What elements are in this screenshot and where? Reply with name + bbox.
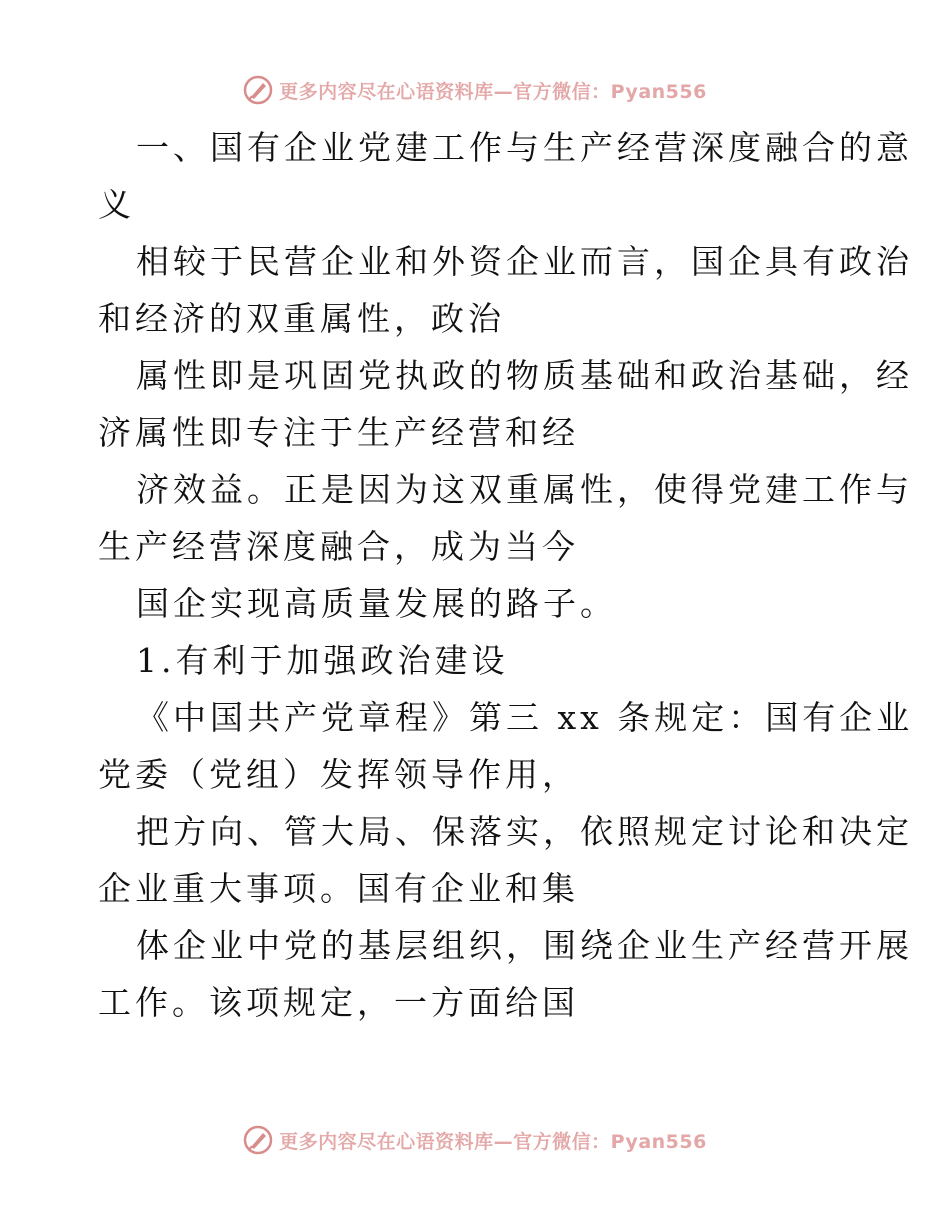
footer-watermark: [0, 1122, 950, 1158]
text-line: 相较于民营企业和外资企业而言，国企具有政治: [136, 242, 913, 281]
document-body: [98, 119, 914, 1031]
text-line: 济属性即专注于生产经营和经: [98, 413, 579, 452]
text-line: 把方向、管大局、保落实，依照规定讨论和决定: [136, 812, 913, 851]
subsection-heading: 1.有利于加强政治建设: [136, 641, 509, 680]
text-line: 企业重大事项。国有企业和集: [98, 869, 579, 908]
quill-pen-seal-icon: [243, 1125, 273, 1155]
watermark-text: 更多内容尽在心语资料库—官方微信：Pyan556: [279, 80, 707, 103]
text-line: 生产经营深度融合，成为当今: [98, 527, 579, 566]
text-line: 党委（党组）发挥领导作用，: [98, 755, 579, 794]
watermark-text: 更多内容尽在心语资料库—官方微信：Pyan556: [279, 1130, 707, 1153]
text-line: 义: [98, 185, 135, 224]
text-line: 属性即是巩固党执政的物质基础和政治基础，经: [136, 356, 913, 395]
text-line: 工作。该项规定，一方面给国: [98, 983, 579, 1022]
header-watermark: [0, 72, 950, 108]
section-heading: 一、国有企业党建工作与生产经营深度融合的意: [136, 128, 913, 167]
quill-pen-seal-icon: [243, 75, 273, 105]
text-line: 《中国共产党章程》第三 xx 条规定：国有企业: [136, 698, 914, 737]
text-line: 体企业中党的基层组织，围绕企业生产经营开展: [136, 926, 913, 965]
text-line: 国企实现高质量发展的路子。: [136, 584, 617, 623]
text-line: 和经济的双重属性，政治: [98, 299, 505, 338]
text-line: 济效益。正是因为这双重属性，使得党建工作与: [136, 470, 913, 509]
